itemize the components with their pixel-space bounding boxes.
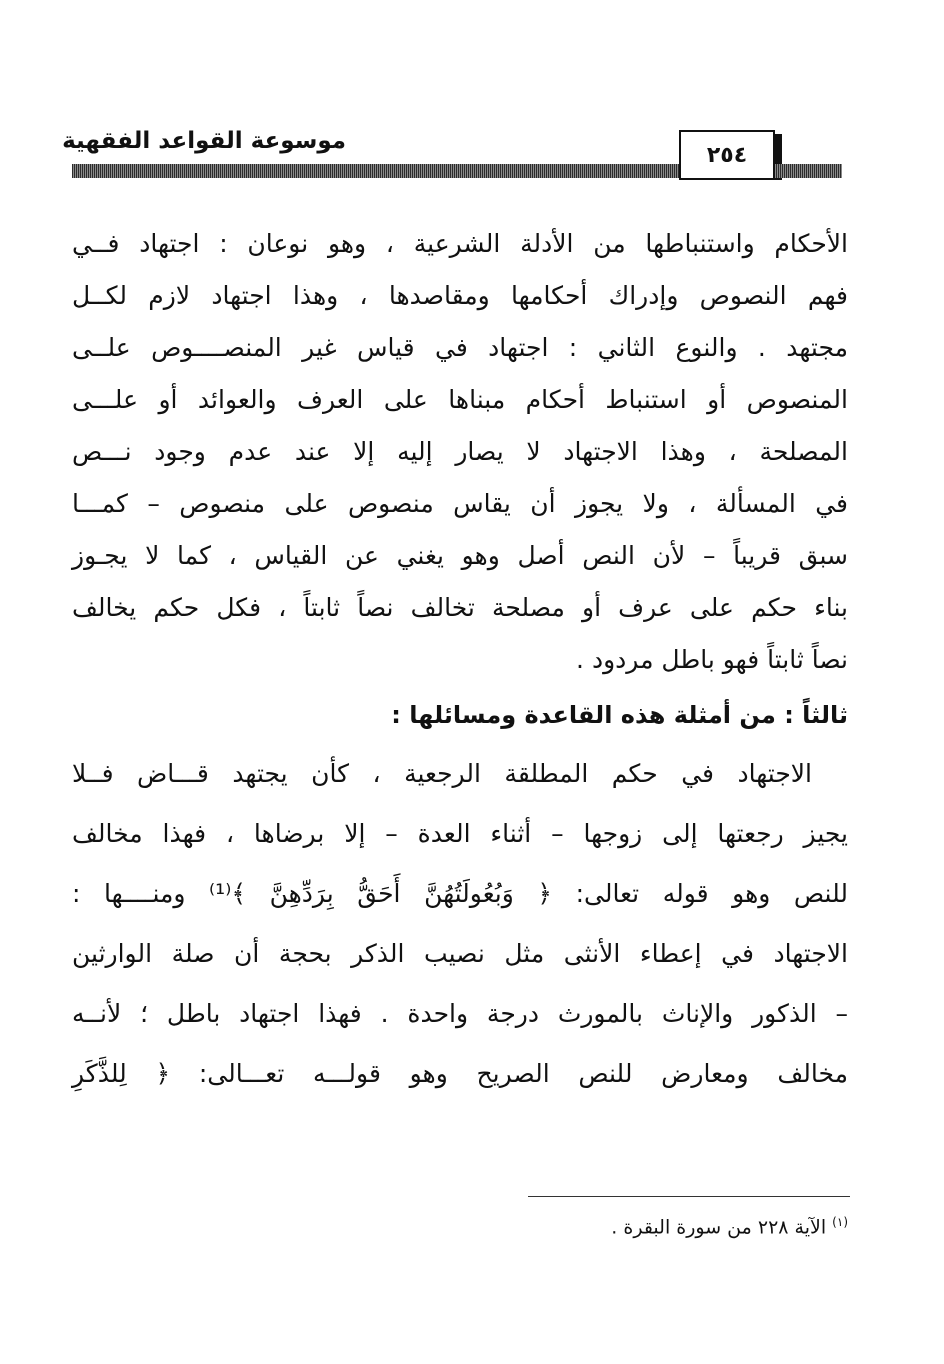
footnote-separator	[528, 1196, 850, 1197]
body-line: سبق قريباً – لأن النص أصل وهو يغني عن القياس ، كما لا يجـوز	[72, 541, 848, 570]
body-line: الاجتهاد في حكم المطلقة الرجعية ، كأن يجتهد قـــاض فــلا	[72, 759, 812, 788]
body-line: فهم النصوص وإدراك أحكامها ومقاصدها ، وهذا اجتهاد لازم لكــل	[72, 281, 848, 310]
body-line: الاجتهاد في إعطاء الأنثى مثل نصيب الذكر بحجة أن صلة الوارثين	[72, 939, 848, 968]
footnote	[611, 1215, 848, 1238]
body-line: الأحكام واستنباطها من الأدلة الشرعية ، وهو نوعان : اجتهاد فــي	[72, 229, 848, 258]
body-line: بناء حكم على عرف أو مصلحة تخالف نصاً ثابتاً ، فكل حكم يخالف	[72, 593, 848, 622]
header-title: موسوعة القواعد الفقهية	[62, 128, 346, 154]
body-line: مجتهد . والنوع الثاني : اجتهاد في قياس غير المنصــــوص علــى	[72, 333, 848, 362]
footnote-marker: (١)	[832, 1215, 848, 1229]
body-line: للنص وهو قوله تعالى: ﴿ وَبُعُولَتُهُنَّ أَحَقُّ بِرَدِّهِنَّ ﴾⁽¹⁾ ومنــــها :	[72, 879, 848, 908]
body-line: – الذكور والإناث بالمورث درجة واحدة . فهذا اجتهاد باطل ؛ لأنــه	[72, 999, 848, 1028]
body-line: في المسألة ، ولا يجوز أن يقاس منصوص على منصوص – كمـــا	[72, 489, 848, 518]
section-heading: ثالثاً : من أمثلة هذه القاعدة ومسائلها :	[391, 701, 848, 729]
body-text	[72, 218, 848, 1104]
body-line: المصلحة ، وهذا الاجتهاد لا يصار إليه إلا عند عدم وجود نـــص	[72, 437, 848, 466]
body-line: المنصوص أو استنباط أحكام مبناها على العرف والعوائد أو علـــى	[72, 385, 848, 414]
body-line: نصاً ثابتاً فهو باطل مردود .	[576, 645, 848, 674]
footnote-text: الآية ٢٢٨ من سورة البقرة .	[611, 1216, 827, 1239]
body-line: يجيز رجعتها إلى زوجها – أثناء العدة – إلا برضاها ، فهذا مخالف	[72, 819, 848, 848]
page-number: ٢٥٤	[679, 130, 775, 180]
body-line: مخالف ومعارض للنص الصريح وهو قولـــه تعـــالى: ﴿ لِلذَّكَرِ	[72, 1059, 848, 1088]
